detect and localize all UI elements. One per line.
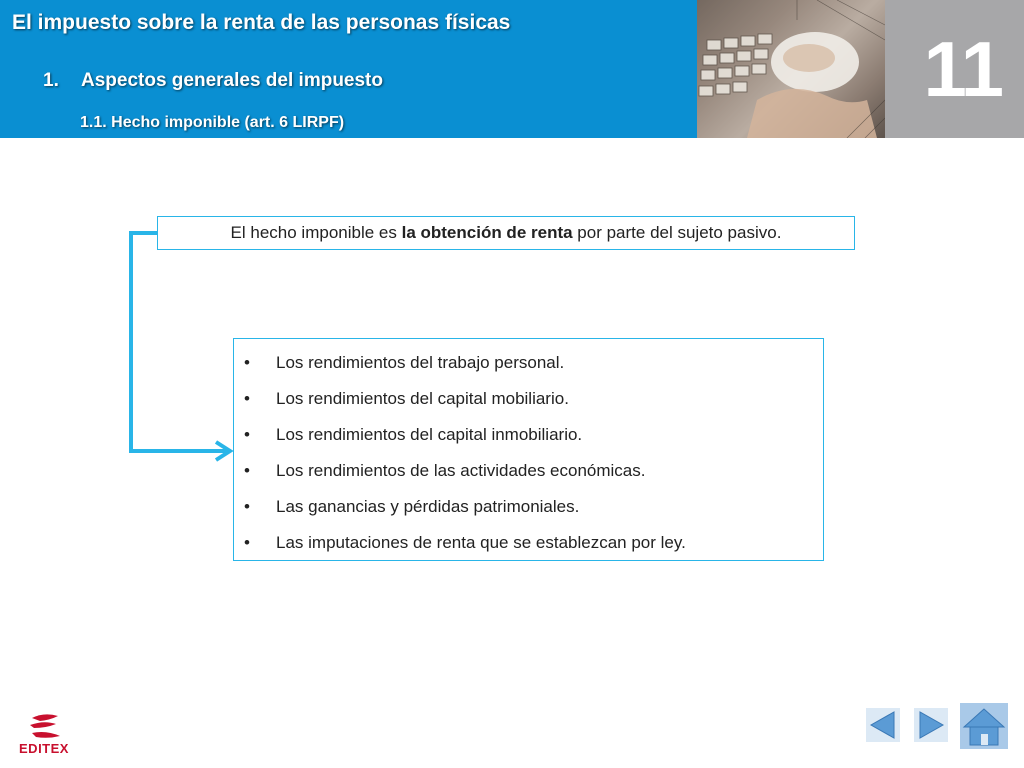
list-item — [242, 421, 823, 457]
list-item-text: Las ganancias y pérdidas patrimoniales. — [276, 497, 580, 516]
definition-box — [157, 216, 855, 250]
chapter-block — [885, 0, 1024, 138]
logo-text: EDITEX — [19, 741, 69, 756]
bullet: • — [244, 353, 250, 372]
bullet: • — [244, 497, 250, 516]
list-item — [242, 457, 823, 493]
previous-slide-button[interactable] — [866, 708, 900, 742]
bullet: • — [244, 461, 250, 480]
section-number: 1. — [43, 70, 59, 91]
definition-suffix: por parte del sujeto pasivo. — [572, 223, 782, 242]
bullet: • — [244, 425, 250, 444]
income-list-box — [233, 338, 824, 561]
slide-title: El impuesto sobre la renta de las personas físicas — [12, 11, 511, 34]
editex-emblem-icon — [10, 712, 78, 742]
bullet: • — [244, 389, 250, 408]
list-item-text: Las imputaciones de renta que se establezcan por ley. — [276, 533, 686, 552]
income-list — [234, 339, 823, 565]
triangle-right-icon — [914, 708, 948, 742]
definition-emphasis: la obtención de renta — [401, 223, 573, 242]
list-item-text: Los rendimientos del capital inmobiliario. — [276, 425, 583, 444]
home-button[interactable] — [960, 703, 1008, 749]
list-item — [242, 529, 823, 565]
triangle-left-icon — [866, 708, 900, 742]
list-item — [242, 385, 823, 421]
list-item-text: Los rendimientos de las actividades económicas. — [276, 461, 646, 480]
editex-logo — [10, 712, 78, 758]
list-item-text: Los rendimientos del capital mobiliario. — [276, 389, 569, 408]
subsection-heading: 1.1. Hecho imponible (art. 6 LIRPF) — [80, 114, 345, 131]
section-title: Aspectos generales del impuesto — [81, 70, 383, 91]
list-item — [242, 493, 823, 529]
home-icon — [960, 703, 1008, 749]
keyboard-photo — [697, 0, 885, 138]
definition-prefix: El hecho imponible es — [230, 223, 402, 242]
section-heading — [43, 70, 383, 92]
next-slide-button[interactable] — [914, 708, 948, 742]
bullet: • — [244, 533, 250, 552]
chapter-number: 11 — [923, 25, 1002, 113]
list-item — [242, 349, 823, 385]
list-item-text: Los rendimientos del trabajo personal. — [276, 353, 565, 372]
